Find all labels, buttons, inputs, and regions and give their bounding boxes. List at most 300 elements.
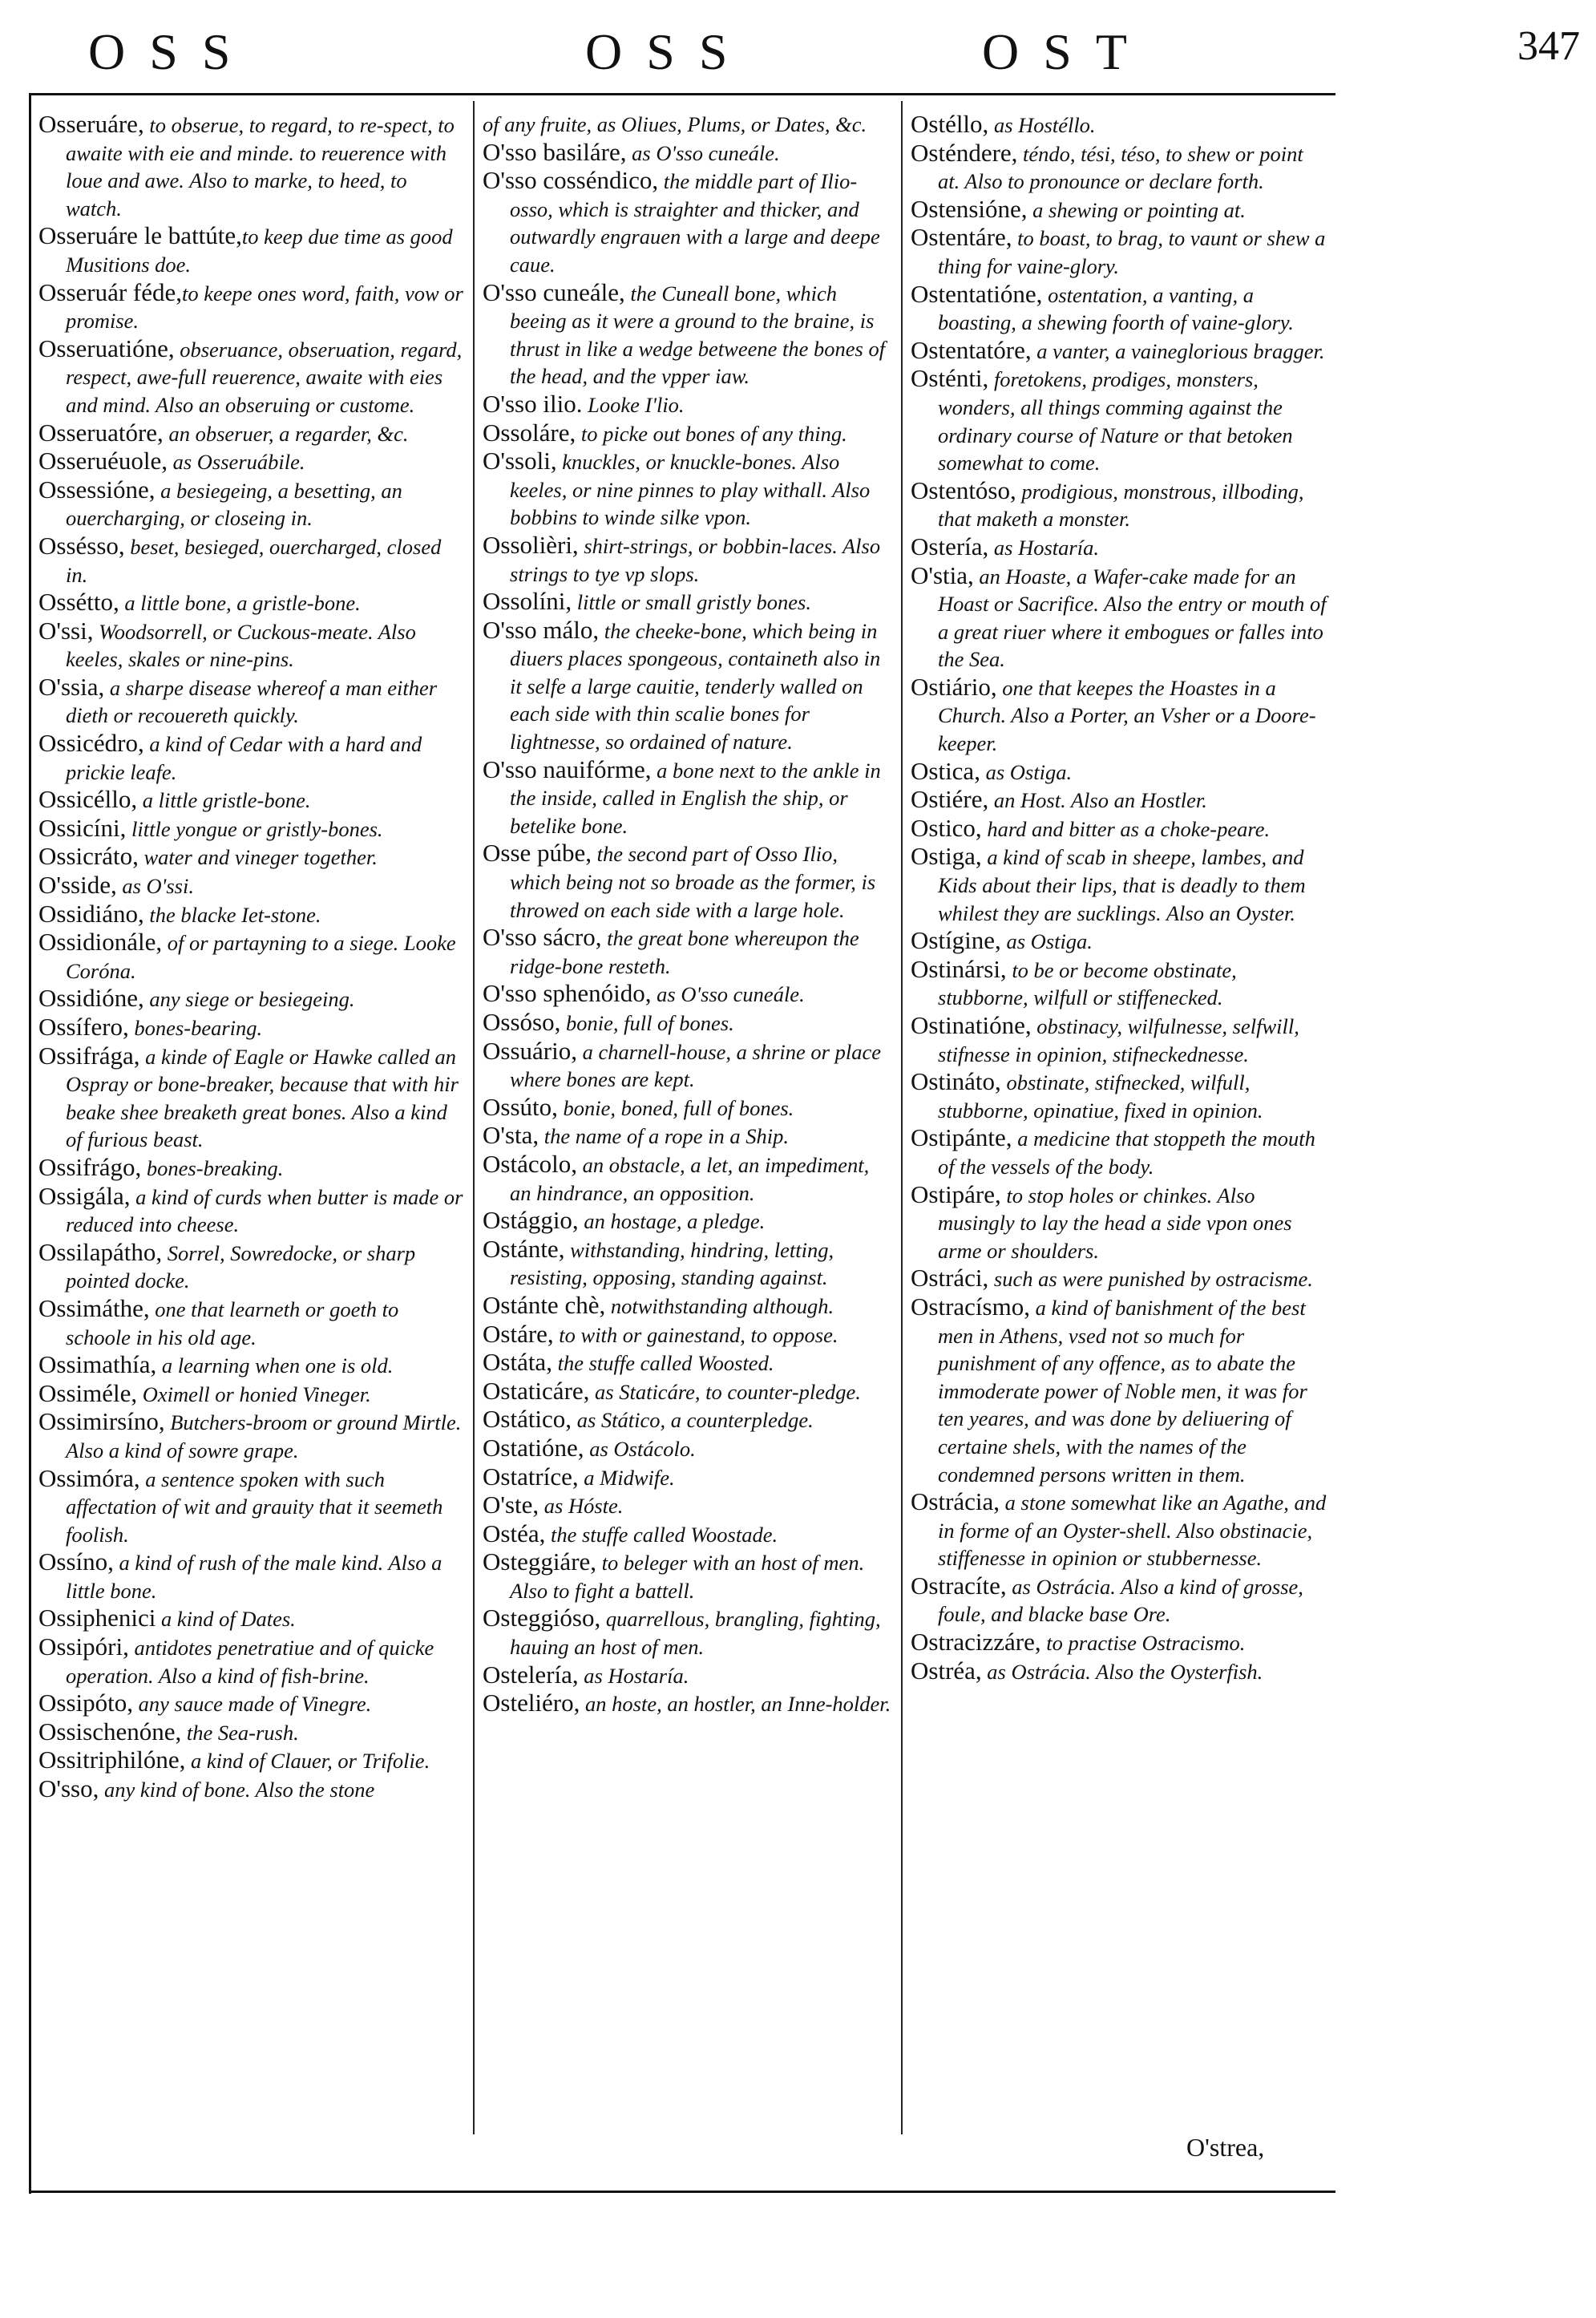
entry-headword: Osseruár féde, <box>38 277 183 306</box>
entry-definition: of any fruite, as Oliues, Plums, or Dates, &c. <box>483 112 867 136</box>
entry-headword: Ostentóso, <box>911 475 1016 504</box>
dictionary-entry <box>483 1604 893 1661</box>
dictionary-entry <box>483 167 893 278</box>
entry-definition: to be or become obstinate, stubborne, wilfull or stiffenecked. <box>938 957 1237 1010</box>
entry-definition: any sauce made of Vinegre. <box>133 1692 372 1717</box>
entry-definition: withstanding, hindring, letting, resisting, opposing, standing against. <box>510 1237 834 1290</box>
entry-definition: obstinate, stifnecked, wilfull, stubborne, opinatiue, fixed in opinion. <box>938 1070 1263 1123</box>
entry-headword: O'sso sphenóido, <box>483 979 652 1008</box>
entry-definition: water and vineger together. <box>138 845 378 870</box>
entry-headword: Ostico, <box>911 813 982 842</box>
dictionary-entry <box>38 786 465 815</box>
column-rule-2 <box>901 101 903 2134</box>
entry-headword: Ossuário, <box>483 1036 577 1065</box>
dictionary-entry <box>483 1377 893 1406</box>
entry-definition: any kind of bone. Also the stone <box>99 1778 375 1802</box>
entry-headword: Ostaticáre, <box>483 1376 590 1405</box>
dictionary-entry <box>38 532 465 589</box>
dictionary-entry <box>483 1689 893 1718</box>
header-right-word: OST <box>982 23 1151 80</box>
entry-definition: an Host. Also an Hostler. <box>988 788 1207 813</box>
entry-definition: as Ostiga. <box>1000 929 1093 954</box>
dictionary-entry <box>483 279 893 390</box>
dictionary-entry <box>483 1122 893 1151</box>
entry-headword: Ostinársi, <box>911 954 1007 983</box>
entry-definition: a bone next to the ankle in the inside, called in English the ship, or betelike bone. <box>510 758 881 838</box>
entry-headword: Ostica, <box>911 756 980 785</box>
entry-headword: O'sso basiláre, <box>483 137 627 166</box>
entry-headword: Ossolièri, <box>483 530 579 559</box>
entry-definition: to stop holes or chinkes. Also musingly to lay the head a side vpon ones arme or shoulders. <box>938 1183 1292 1263</box>
entry-definition: a kind of scab in sheepe, lambes, and Kids about their lips, that is deadly to them whilest they are sucklings. Also an Oyster. <box>938 845 1306 925</box>
dictionary-entry <box>38 1295 465 1351</box>
dictionary-entry <box>483 1406 893 1434</box>
entry-definition: obseruance, obseruation, regard, respect, awe-full reuerence, awaite with eies and mind. Also an obseruing or custome. <box>66 337 463 417</box>
dictionary-entry <box>911 1012 1327 1068</box>
entry-definition: a learning when one is old. <box>156 1353 394 1378</box>
entry-definition: as Ostácolo. <box>584 1436 696 1461</box>
entry-definition: little yongue or gristly-bones. <box>126 816 383 841</box>
entry-definition: to boast, to brag, to vaunt or shew a thing for vaine-glory. <box>938 226 1326 278</box>
entry-headword: Ostéllo, <box>911 110 989 138</box>
dictionary-entry <box>483 1548 893 1604</box>
dictionary-entry <box>911 1572 1327 1628</box>
entry-definition: one that learneth or goeth to schoole in his old age. <box>66 1297 399 1349</box>
entry-headword: Ossimirsíno, <box>38 1407 165 1436</box>
entry-definition: a kind of curds when butter is made or reduced into cheese. <box>66 1184 463 1237</box>
entry-definition: bones-bearing. <box>128 1016 263 1040</box>
entry-headword: Ostággio, <box>483 1206 579 1235</box>
entry-definition: the great bone whereupon the ridge-bone resteth. <box>510 926 859 978</box>
dictionary-entry <box>38 674 465 730</box>
entry-definition: a sentence spoken with such affectation of wit and grauity that it seemeth foolish. <box>66 1466 443 1547</box>
dictionary-entry <box>483 1038 893 1094</box>
dictionary-entry <box>483 1463 893 1492</box>
dictionary-entry <box>38 111 465 222</box>
dictionary-entry <box>38 730 465 786</box>
dictionary-entry <box>483 1207 893 1236</box>
entry-headword: O'sso, <box>38 1774 99 1803</box>
dictionary-entry <box>911 337 1327 366</box>
entry-headword: Ostígine, <box>911 926 1001 955</box>
entry-headword: Ossidióne, <box>38 984 144 1013</box>
entry-definition: a kind of rush of the male kind. Also a little bone. <box>66 1551 442 1603</box>
dictionary-entry <box>911 843 1327 927</box>
entry-headword: Ossicéllo, <box>38 785 138 814</box>
entry-definition: Woodsorrell, or Cuckous-meate. Also keeles, skales or nine-pins. <box>66 619 416 672</box>
entry-headword: Ossúto, <box>483 1092 558 1121</box>
entry-definition: a sharpe disease whereof a man either dieth or recouereth quickly. <box>66 675 438 728</box>
entry-headword: Ostensióne, <box>911 194 1028 223</box>
dictionary-entry <box>483 980 893 1009</box>
entry-definition: a stone somewhat like an Agathe, and in forme of an Oyster-shell. Also obstinacie, stiffenesse in opinion or stubbernesse. <box>938 1491 1327 1571</box>
dictionary-entry <box>483 532 893 588</box>
column-1 <box>38 111 465 1804</box>
dictionary-entry <box>483 1292 893 1321</box>
entry-definition: bonie, boned, full of bones. <box>557 1095 794 1120</box>
entry-definition: an hoste, an hostler, an Inne-holder. <box>580 1692 891 1717</box>
entry-definition: such as were punished by ostracisme. <box>988 1267 1313 1292</box>
dictionary-entry <box>483 1151 893 1207</box>
dictionary-entry <box>911 365 1327 476</box>
entry-headword: O'ste, <box>483 1491 539 1519</box>
entry-headword: Osseruatióne, <box>38 334 175 362</box>
dictionary-entry <box>911 224 1327 280</box>
dictionary-entry <box>483 617 893 756</box>
dictionary-entry <box>38 1718 465 1747</box>
entry-headword: Ossilapátho, <box>38 1237 163 1266</box>
entry-definition: the middle part of Ilio-osso, which is straighter and thicker, and outwardly engrauen with a large and deepe caue. <box>510 169 880 277</box>
entry-definition: as Hostaría. <box>988 535 1099 560</box>
entry-definition: a kinde of Eagle or Hawke called an Ospray or bone-breaker, because that with hir beake shee breaketh great bones. Also a kind of furious beast. <box>66 1044 459 1152</box>
dictionary-entry <box>483 390 893 419</box>
dictionary-entry <box>911 140 1327 196</box>
entry-headword: Ostráci, <box>911 1264 989 1292</box>
entry-definition: antidotes penetratiue and of quicke operation. Also a kind of fish-brine. <box>66 1636 434 1688</box>
dictionary-entry <box>483 1434 893 1463</box>
entry-headword: Ostentatóre, <box>911 335 1032 364</box>
entry-definition: obstinacy, wilfulnesse, selfwill, stifnesse in opinion, stifneckednesse. <box>938 1014 1299 1066</box>
page-number: 347 <box>1517 23 1580 69</box>
entry-definition: the stuffe called Woostade. <box>545 1522 778 1547</box>
entry-definition: a Midwife. <box>578 1465 675 1490</box>
entry-headword: O'ssia, <box>38 672 105 701</box>
dictionary-entry <box>38 1633 465 1689</box>
entry-definition: the blacke Iet-stone. <box>143 902 321 927</box>
dictionary-entry <box>38 419 465 448</box>
entry-headword: Osseruatóre, <box>38 418 164 447</box>
column-rule-1 <box>473 101 475 2134</box>
dictionary-entry <box>911 196 1327 225</box>
entry-headword: Ostentáre, <box>911 223 1012 252</box>
entry-headword: Ossoláre, <box>483 418 576 447</box>
entry-definition: to picke out bones of any thing. <box>576 421 847 446</box>
running-header <box>32 22 1339 91</box>
entry-definition: of or partayning to a siege. Looke Coróna. <box>66 931 456 983</box>
entry-definition: the stuffe called Woosted. <box>552 1351 774 1376</box>
entry-headword: Ostinatióne, <box>911 1011 1032 1039</box>
dictionary-entry <box>483 1349 893 1377</box>
dictionary-entry <box>38 1689 465 1718</box>
entry-definition: the name of a rope in a Ship. <box>539 1124 789 1149</box>
dictionary-entry <box>38 279 465 335</box>
entry-headword: Ossimáthe, <box>38 1293 150 1322</box>
entry-headword: Ossiphenici <box>38 1604 156 1632</box>
dictionary-entry <box>38 1548 465 1604</box>
entry-definition: prodigious, monstrous, illboding, that maketh a monster. <box>938 479 1304 532</box>
entry-headword: Ostáre, <box>483 1319 554 1348</box>
dictionary-entry <box>38 815 465 843</box>
dictionary-entry <box>483 447 893 532</box>
entry-definition: to keepe ones word, faith, vow or promise. <box>66 281 463 334</box>
left-border <box>29 93 31 2194</box>
entry-headword: Ostelería, <box>483 1660 579 1689</box>
header-middle-word: OSS <box>585 23 752 80</box>
dictionary-entry <box>38 1239 465 1295</box>
dictionary-entry <box>483 419 893 448</box>
entry-definition: as Stático, a counterpledge. <box>572 1408 814 1433</box>
entry-headword: Ossétto, <box>38 588 119 617</box>
dictionary-entry <box>911 927 1327 956</box>
entry-headword: Ossifrága, <box>38 1041 140 1070</box>
dictionary-entry <box>911 281 1327 337</box>
entry-headword: Ostiga, <box>911 842 982 871</box>
entry-headword: Osseruáre le battúte, <box>38 221 242 250</box>
entry-headword: Ossipóri, <box>38 1632 129 1661</box>
entry-headword: Ossigála, <box>38 1181 131 1210</box>
entry-headword: O'sso cosséndico, <box>483 166 659 195</box>
entry-headword: Osteggióso, <box>483 1604 601 1632</box>
header-left-word: OSS <box>88 23 255 80</box>
entry-definition: ostentation, a vanting, a boasting, a shewing foorth of vaine-glory. <box>938 282 1294 335</box>
dictionary-entry <box>911 533 1327 562</box>
entry-headword: Ossimóra, <box>38 1463 140 1492</box>
entry-definition: bonie, full of bones. <box>560 1011 734 1035</box>
entry-headword: Ostipáre, <box>911 1179 1001 1208</box>
entry-headword: Ostería, <box>911 532 989 560</box>
dictionary-entry <box>911 1293 1327 1488</box>
entry-definition: the cheeke-bone, which being in diuers places spongeous, containeth also in it selfe a large cauitie, tenderly walled on each side with thin scalie bones for lightnesse, so ordained of nature. <box>510 618 881 754</box>
dictionary-entry <box>38 1604 465 1633</box>
dictionary-entry <box>38 1746 465 1775</box>
entry-headword: Ossessióne, <box>38 475 156 504</box>
entry-definition: an obseruer, a regarder, &c. <box>163 421 409 446</box>
entry-definition: to practise Ostracismo. <box>1040 1631 1246 1656</box>
entry-headword: Ossicíni, <box>38 813 127 842</box>
entry-headword: O'stia, <box>911 560 974 589</box>
entry-headword: Ostatríce, <box>483 1462 579 1491</box>
entry-headword: Ostácolo, <box>483 1149 577 1178</box>
dictionary-entry <box>38 843 465 872</box>
entry-definition: as Hóste. <box>539 1494 624 1519</box>
entry-definition: a little bone, a gristle-bone. <box>119 591 361 616</box>
entry-definition: Butchers-broom or ground Mirtle. Also a kind of sowre grape. <box>66 1410 462 1462</box>
dictionary-entry <box>911 1124 1327 1180</box>
dictionary-entry <box>911 815 1327 843</box>
entry-headword: Osseruáre, <box>38 110 144 138</box>
entry-headword: Ossifrágo, <box>38 1152 142 1181</box>
catchword: O'strea, <box>1186 2133 1265 2162</box>
entry-definition: as O'ssi. <box>116 874 194 899</box>
dictionary-entry <box>38 900 465 929</box>
dictionary-entry <box>38 589 465 617</box>
entry-definition: as O'sso cuneále. <box>651 982 805 1007</box>
column-2 <box>483 111 893 1718</box>
dictionary-entry <box>38 447 465 476</box>
entry-headword: O'sso sácro, <box>483 923 602 952</box>
dictionary-entry <box>38 1775 465 1804</box>
entry-definition: as Ostiga. <box>980 759 1073 784</box>
column-3 <box>911 111 1327 1685</box>
entry-definition: an Hoaste, a Wafer-cake made for an Hoast or Sacrifice. Also the entry or mouth of a great riuer where it embogues or falles into the Sea. <box>938 564 1327 672</box>
entry-headword: Ostracíte, <box>911 1571 1007 1600</box>
entry-definition: to keep due time as good Musitions doe. <box>66 225 453 277</box>
entry-headword: Ostináto, <box>911 1067 1001 1096</box>
entry-headword: Ostracizzáre, <box>911 1628 1041 1657</box>
dictionary-entry <box>483 1236 893 1292</box>
entry-headword: Ostipánte, <box>911 1123 1012 1152</box>
dictionary-entry <box>38 928 465 985</box>
entry-definition: a kind of banishment of the best men in Athens, vsed not so much for punishment of any offence, as to abate the immoderate power of Noble men, it was for ten yeares, and was done by deliuering of certaine shels, with the names of the condemned persons written in them. <box>938 1295 1307 1487</box>
dictionary-entry <box>38 985 465 1013</box>
entry-definition: as O'sso cuneále. <box>626 140 780 165</box>
dictionary-entry <box>911 111 1327 140</box>
dictionary-entry <box>483 924 893 980</box>
entry-headword: O'sso cuneále, <box>483 277 625 306</box>
dictionary-entry <box>38 1380 465 1409</box>
dictionary-entry <box>38 335 465 419</box>
dictionary-entry <box>483 839 893 924</box>
entry-definition: shirt-strings, or bobbin-laces. Also strings to tye vp slops. <box>510 533 881 586</box>
entry-headword: Ostrácia, <box>911 1487 1000 1516</box>
entry-definition: the second part of Osso Ilio, which being not so broade as the former, is throwed on each side with a large hole. <box>510 842 876 922</box>
entry-definition: as Staticáre, to counter-pledge. <box>589 1379 861 1404</box>
entry-definition: Sorrel, Sowredocke, or sharp pointed docke. <box>66 1240 416 1293</box>
entry-definition: as Osseruábile. <box>167 450 305 475</box>
entry-headword: Ostánte, <box>483 1234 565 1263</box>
entry-headword: Ostático, <box>483 1405 572 1434</box>
entry-headword: O'ssi, <box>38 616 94 645</box>
entry-headword: Ostiére, <box>911 785 989 814</box>
entry-headword: Ostréa, <box>911 1656 982 1685</box>
entry-headword: O'sso nauifórme, <box>483 754 652 783</box>
entry-definition: a besiegeing, a besetting, an ouercharging, or closeing in. <box>66 478 402 531</box>
entry-headword: Ossischenóne, <box>38 1717 182 1746</box>
dictionary-entry <box>483 1321 893 1349</box>
dictionary-entry <box>38 1154 465 1183</box>
entry-headword: Ostatióne, <box>483 1433 584 1462</box>
entry-headword: O'sta, <box>483 1121 539 1150</box>
dictionary-entry <box>38 872 465 900</box>
entry-definition: bones-breaking. <box>141 1155 284 1180</box>
entry-headword: O'sso ilio. <box>483 389 583 418</box>
header-rule <box>29 93 1335 95</box>
dictionary-entry <box>483 588 893 617</box>
dictionary-entry <box>38 1183 465 1239</box>
entry-headword: Osténti, <box>911 364 989 393</box>
entry-definition: a vanter, a vaineglorious bragger. <box>1031 338 1325 363</box>
entry-definition: knuckles, or knuckle-bones. Also keeles, or nine pinnes to play withall. Also bobbins to winde silke vpon. <box>510 450 871 530</box>
dictionary-entry <box>911 1068 1327 1124</box>
entry-headword: Ossíno, <box>38 1547 114 1576</box>
entry-definition: beset, besieged, ouercharged, closed in. <box>66 534 442 587</box>
entry-definition: hard and bitter as a choke-peare. <box>981 816 1271 841</box>
entry-headword: O'sso málo, <box>483 615 600 644</box>
dictionary-entry <box>38 476 465 532</box>
entry-definition: foretokens, prodiges, monsters, wonders, all things comming against the ordinary course of Nature or that betoken somewhat to come. <box>938 367 1293 475</box>
dictionary-entry <box>38 1351 465 1380</box>
entry-headword: Ossicédro, <box>38 729 144 758</box>
dictionary-entry <box>911 956 1327 1012</box>
dictionary-entry <box>911 1628 1327 1657</box>
dictionary-entry <box>38 617 465 674</box>
entry-definition: a little gristle-bone. <box>137 788 311 813</box>
dictionary-entry <box>911 674 1327 758</box>
entry-headword: Ossicráto, <box>38 842 139 871</box>
entry-definition: any siege or besiegeing. <box>143 987 355 1012</box>
entry-definition: an hostage, a pledge. <box>578 1209 766 1234</box>
entry-headword: Ossidionále, <box>38 928 163 957</box>
dictionary-entry <box>483 1009 893 1038</box>
entry-definition: an obstacle, a let, an impediment, an hindrance, an opposition. <box>510 1152 870 1205</box>
dictionary-entry <box>911 1488 1327 1572</box>
entry-definition: Looke I'lio. <box>582 392 685 417</box>
entry-headword: Ossipóto, <box>38 1689 133 1717</box>
bottom-rule <box>29 2191 1335 2193</box>
entry-headword: O'ssoli, <box>483 447 557 475</box>
dictionary-entry <box>911 562 1327 674</box>
entry-headword: Ostracísmo, <box>911 1292 1030 1321</box>
entry-definition: the Sea-rush. <box>181 1720 299 1745</box>
dictionary-entry <box>38 1013 465 1042</box>
entry-headword: Osseruéuole, <box>38 447 168 475</box>
dictionary-entry <box>38 1408 465 1464</box>
entry-definition: a shewing or pointing at. <box>1027 197 1246 222</box>
dictionary-entry <box>483 1661 893 1690</box>
entry-definition: a kind of Cedar with a hard and prickie leafe. <box>66 732 422 784</box>
entry-definition: to obserue, to regard, to re-spect, to awaite with eie and minde. to reuerence with loue and awe. Also to marke, to heed, to watch. <box>66 113 455 220</box>
entry-headword: Osse púbe, <box>483 839 592 868</box>
dictionary-entry <box>483 756 893 840</box>
dictionary-entry <box>911 758 1327 787</box>
dictionary-entry <box>483 111 893 139</box>
dictionary-entry <box>38 1042 465 1154</box>
dictionary-entry <box>911 1657 1327 1686</box>
entry-headword: Ostéa, <box>483 1519 546 1547</box>
entry-headword: Ossidiáno, <box>38 899 144 928</box>
dictionary-entry <box>911 1181 1327 1265</box>
entry-headword: Osteggiáre, <box>483 1547 597 1576</box>
entry-headword: Osténdere, <box>911 138 1018 167</box>
entry-headword: Ossésso, <box>38 531 125 560</box>
entry-definition: to beleger with an host of men. Also to fight a battell. <box>510 1551 865 1603</box>
dictionary-entry <box>483 139 893 168</box>
entry-definition: one that keepes the Hoastes in a Church. Also a Porter, an Vsher or a Doore-keeper. <box>938 675 1316 756</box>
dictionary-entry <box>483 1094 893 1123</box>
entry-headword: Ossífero, <box>38 1013 129 1041</box>
entry-definition: as Hostaría. <box>578 1663 689 1688</box>
dictionary-entry <box>911 786 1327 815</box>
entry-headword: Ossóso, <box>483 1008 561 1036</box>
entry-headword: Ostáta, <box>483 1348 552 1377</box>
entry-definition: as Hostéllo. <box>988 113 1096 137</box>
entry-definition: téndo, tési, téso, to shew or point at. Also to pronounce or declare forth. <box>938 141 1303 194</box>
entry-definition: quarrellous, brangling, fighting, hauing an host of men. <box>510 1607 881 1660</box>
dictionary-entry <box>483 1491 893 1520</box>
entry-headword: Ostiário, <box>911 672 997 701</box>
entry-definition: to with or gainestand, to oppose. <box>553 1322 838 1347</box>
entry-definition: little or small gristly bones. <box>572 590 811 615</box>
dictionary-entry <box>38 222 465 278</box>
entry-definition: a medicine that stoppeth the mouth of the vessels of the body. <box>938 1127 1315 1179</box>
entry-headword: Ossitriphilóne, <box>38 1746 186 1774</box>
entry-headword: Ostentatióne, <box>911 279 1043 308</box>
entry-headword: Ossiméle, <box>38 1378 138 1407</box>
dictionary-entry <box>911 1264 1327 1293</box>
dictionary-entry <box>911 477 1327 533</box>
entry-definition: the Cuneall bone, which beeing as it were a ground to the braine, is thrust in like a wedge betweene the bones of the head, and the vpper iaw. <box>510 281 886 389</box>
dictionary-entry <box>38 1465 465 1549</box>
entry-headword: Ossolíni, <box>483 587 572 616</box>
entry-definition: a kind of Clauer, or Trifolie. <box>185 1749 430 1774</box>
entry-definition: notwithstanding although. <box>605 1293 834 1318</box>
entry-headword: Osteliéro, <box>483 1689 580 1717</box>
entry-headword: O'sside, <box>38 871 117 900</box>
entry-headword: Ossimathía, <box>38 1350 157 1379</box>
dictionary-entry <box>483 1520 893 1549</box>
entry-definition: Oximell or honied Vineger. <box>137 1381 371 1406</box>
entry-headword: Ostánte chè, <box>483 1290 606 1319</box>
